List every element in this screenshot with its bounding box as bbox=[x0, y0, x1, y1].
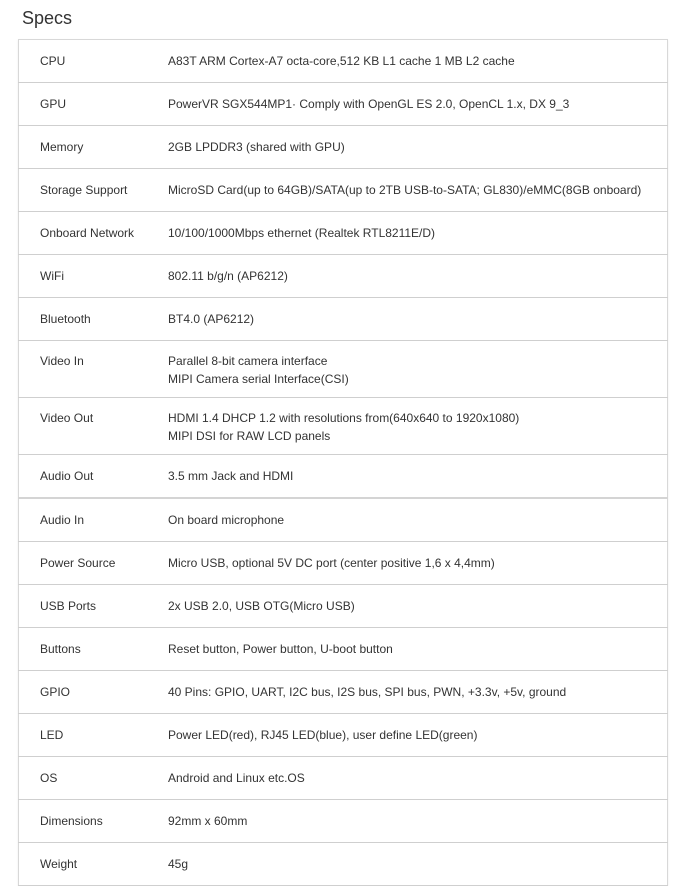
spec-label: USB Ports bbox=[19, 585, 169, 628]
spec-label: Power Source bbox=[19, 542, 169, 585]
spec-row-storage-support bbox=[19, 169, 668, 212]
spec-value-line: 2GB LPDDR3 (shared with GPU) bbox=[168, 140, 345, 154]
spec-label: Audio Out bbox=[19, 455, 169, 499]
spec-value bbox=[168, 298, 668, 341]
spec-value bbox=[168, 585, 668, 628]
spec-label: OS bbox=[19, 757, 169, 800]
spec-label: Dimensions bbox=[19, 800, 169, 843]
spec-value bbox=[168, 542, 668, 585]
spec-value bbox=[168, 341, 668, 398]
spec-row-bluetooth bbox=[19, 298, 668, 341]
spec-value-line: 2x USB 2.0, USB OTG(Micro USB) bbox=[168, 599, 355, 613]
spec-label: Bluetooth bbox=[19, 298, 169, 341]
spec-row-wifi bbox=[19, 255, 668, 298]
spec-label: GPU bbox=[19, 83, 169, 126]
spec-value-line: MicroSD Card(up to 64GB)/SATA(up to 2TB USB-to-SATA; GL830)/eMMC(8GB onboard) bbox=[168, 183, 642, 197]
spec-row-video-out bbox=[19, 398, 668, 455]
spec-row-os bbox=[19, 757, 668, 800]
spec-row-led bbox=[19, 714, 668, 757]
spec-value bbox=[168, 800, 668, 843]
spec-row-buttons bbox=[19, 628, 668, 671]
spec-value bbox=[168, 714, 668, 757]
specs-table-body bbox=[19, 40, 668, 886]
spec-row-audio-out bbox=[19, 455, 668, 499]
spec-value-line: A83T ARM Cortex-A7 octa-core,512 KB L1 cache 1 MB L2 cache bbox=[168, 54, 515, 68]
spec-value bbox=[168, 83, 668, 126]
spec-row-audio-in bbox=[19, 498, 668, 542]
spec-value-line: 10/100/1000Mbps ethernet (Realtek RTL8211E/D) bbox=[168, 226, 436, 240]
spec-value-line: 92mm x 60mm bbox=[168, 814, 248, 828]
spec-row-memory bbox=[19, 126, 668, 169]
spec-value bbox=[168, 212, 668, 255]
spec-value bbox=[168, 455, 668, 499]
spec-value-line: Reset button, Power button, U-boot button bbox=[168, 642, 393, 656]
spec-row-gpio bbox=[19, 671, 668, 714]
spec-row-video-in bbox=[19, 341, 668, 398]
spec-row-dimensions bbox=[19, 800, 668, 843]
spec-row-power-source bbox=[19, 542, 668, 585]
spec-label: Storage Support bbox=[19, 169, 169, 212]
spec-value-line: On board microphone bbox=[168, 513, 285, 527]
spec-value-line: 802.11 b/g/n (AP6212) bbox=[168, 269, 288, 283]
spec-label: Video In bbox=[19, 341, 169, 398]
spec-value-line: 45g bbox=[168, 857, 189, 871]
spec-value-line: 40 Pins: GPIO, UART, I2C bus, I2S bus, SPI bus, PWN, +3.3v, +5v, ground bbox=[168, 685, 567, 699]
spec-value bbox=[168, 843, 668, 886]
spec-value bbox=[168, 169, 668, 212]
spec-label: LED bbox=[19, 714, 169, 757]
spec-value bbox=[168, 398, 668, 455]
spec-label: Onboard Network bbox=[19, 212, 169, 255]
spec-value-line: Parallel 8-bit camera interface bbox=[168, 354, 328, 368]
spec-label: Weight bbox=[19, 843, 169, 886]
spec-value-line: PowerVR SGX544MP1· Comply with OpenGL ES 2.0, OpenCL 1.x, DX 9_3 bbox=[168, 97, 570, 111]
page-title: Specs bbox=[22, 8, 73, 28]
spec-value bbox=[168, 255, 668, 298]
spec-value-line: 3.5 mm Jack and HDMI bbox=[168, 469, 294, 483]
spec-label: CPU bbox=[19, 40, 169, 83]
spec-value bbox=[168, 671, 668, 714]
spec-value bbox=[168, 126, 668, 169]
spec-row-usb-ports bbox=[19, 585, 668, 628]
spec-row-onboard-network bbox=[19, 212, 668, 255]
spec-value bbox=[168, 628, 668, 671]
spec-value-line: BT4.0 (AP6212) bbox=[168, 312, 255, 326]
spec-value bbox=[168, 757, 668, 800]
spec-value-line: Android and Linux etc.OS bbox=[168, 771, 305, 785]
spec-label: Video Out bbox=[19, 398, 169, 455]
spec-value-line: MIPI Camera serial Interface(CSI) bbox=[168, 372, 349, 386]
specs-table bbox=[18, 39, 668, 886]
spec-value-line: Power LED(red), RJ45 LED(blue), user define LED(green) bbox=[168, 728, 478, 742]
spec-value bbox=[168, 498, 668, 542]
spec-label: Memory bbox=[19, 126, 169, 169]
spec-value bbox=[168, 40, 668, 83]
spec-label: WiFi bbox=[19, 255, 169, 298]
spec-row-weight bbox=[19, 843, 668, 886]
spec-label: GPIO bbox=[19, 671, 169, 714]
spec-row-gpu bbox=[19, 83, 668, 126]
spec-value-line: HDMI 1.4 DHCP 1.2 with resolutions from(640x640 to 1920x1080) bbox=[168, 411, 520, 425]
spec-row-cpu bbox=[19, 40, 668, 83]
spec-label: Audio In bbox=[19, 498, 169, 542]
spec-label: Buttons bbox=[19, 628, 169, 671]
spec-value-line: MIPI DSI for RAW LCD panels bbox=[168, 429, 331, 443]
spec-value-line: Micro USB, optional 5V DC port (center positive 1,6 x 4,4mm) bbox=[168, 556, 495, 570]
